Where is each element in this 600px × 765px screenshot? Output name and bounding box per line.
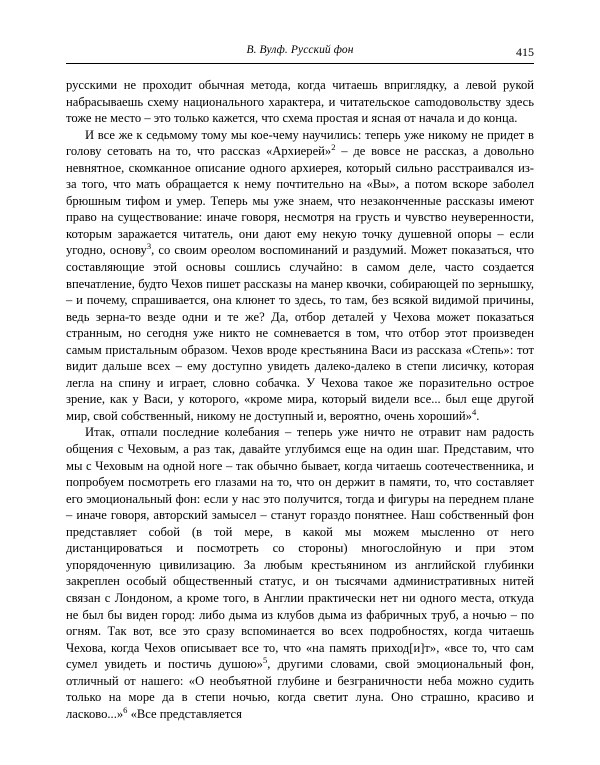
paragraph: И все же к седьмому тому мы кое-чему научились: теперь уже никому не придет в голову сетовать на то, что рассказ «Архиерей»$^2$ – де вовсе не рассказ, а довольно невнятное, скомканное описание одного архиерея, который сильно расстраивался из-за того, что мать обращается к нему почтительно на «Вы», а потом вскоре заболел брюшным тифом и умер. Теперь мы уже знаем, что незаконченные рассказы имеют право на существование: иначе говоря, несмотря на грусть и чувство неуверенности, которым заражается читатель, они дают ему некую точку душевной опоры – если угодно, основу$^3$, со своим ореолом воспоминаний и раздумий. Может показаться, что составляющие этой основы сошлись случайно: в самом деле, часто создается впечатление, будто Чехов пишет рассказы на манер квочки, собирающей по зернышку, – и почему, спрашивается, она клюнет то здесь, то там, без всякой видимой причины, ведь зерна-то везде одни и те же? Да, отбор деталей у Чехова может показаться странным, но сегодня уже никто не сомневается в том, что отбор этот произведен самым пристальным образом. Чехов вроде крестьянина Васи из рассказа «Степь»: тот видит дальше всех – ему доступно увидеть далеко-далеко в степи лисичку, которая легла на спину и играет, словно собачка. У Чехова такое же поразительно острое зрение, как у Васи, у которого, «кроме мира, который видели все... был еще другой мир, свой собственный, никому не доступный и, вероятно, очень хороший»$^4$. [66, 127, 534, 423]
body-text [66, 77, 534, 722]
header-divider [66, 63, 534, 64]
paragraph: Итак, отпали последние колебания – теперь уже ничто не отравит нам радость общения с Чеховым, а раз так, давайте углубимся еще на один шаг. Представим, что мы с Чеховым на одной ноге – так обычно бывает, когда читаешь соотечественника, и попробуем посмотреть его глазами на то, что он держит в памяти, то, что составляет его эмоциональный фон: если у нас это получится, тогда и фигуры на переднем плане – иначе говоря, авторский замысел – станут гораздо понятнее. Наш собственный фон представляет собой (в той мере, в какой мы можем мысленно от него дистанцироваться и посмотреть со стороны) многослойную и при этом упорядоченную цивилизацию. За любым крестьянином из английской глубинки закреплен особый общественный статус, и он тысячами административных нитей связан с Лондоном, а кроме того, в Англии практически нет ни одного места, откуда не был бы виден город: либо дыма из клубов дыма из фабричных труб, а ночью – по огням. Так вот, все это сразу вспоминается во всех подробностях, когда читаешь Чехова, когда Чехов описывает все то, что «на память приход[и]т», «все то, что сам сумел увидеть и постичь душою»$^5$, другими словами, свой эмоциональный фон, отличный от нашего: «О необъятной глубине и безграничности неба можно судить только на море да в степи ночью, когда светит луна. Оно страшно, красиво и ласково...»$^6$ «Все представляется [66, 425, 534, 721]
paragraph: русскими не проходит обычная метода, когда читаешь вприглядку, а левой рукой набрасываешь схему национального характера, и читательское саmодовольству здесь тоже не место – это только кажется, что схема простая и ясная от начала и до конца. [66, 78, 534, 126]
page-number: 415 [516, 45, 534, 59]
running-head [66, 44, 534, 60]
running-head-title: В. Вулф. Русский фон [246, 44, 354, 56]
